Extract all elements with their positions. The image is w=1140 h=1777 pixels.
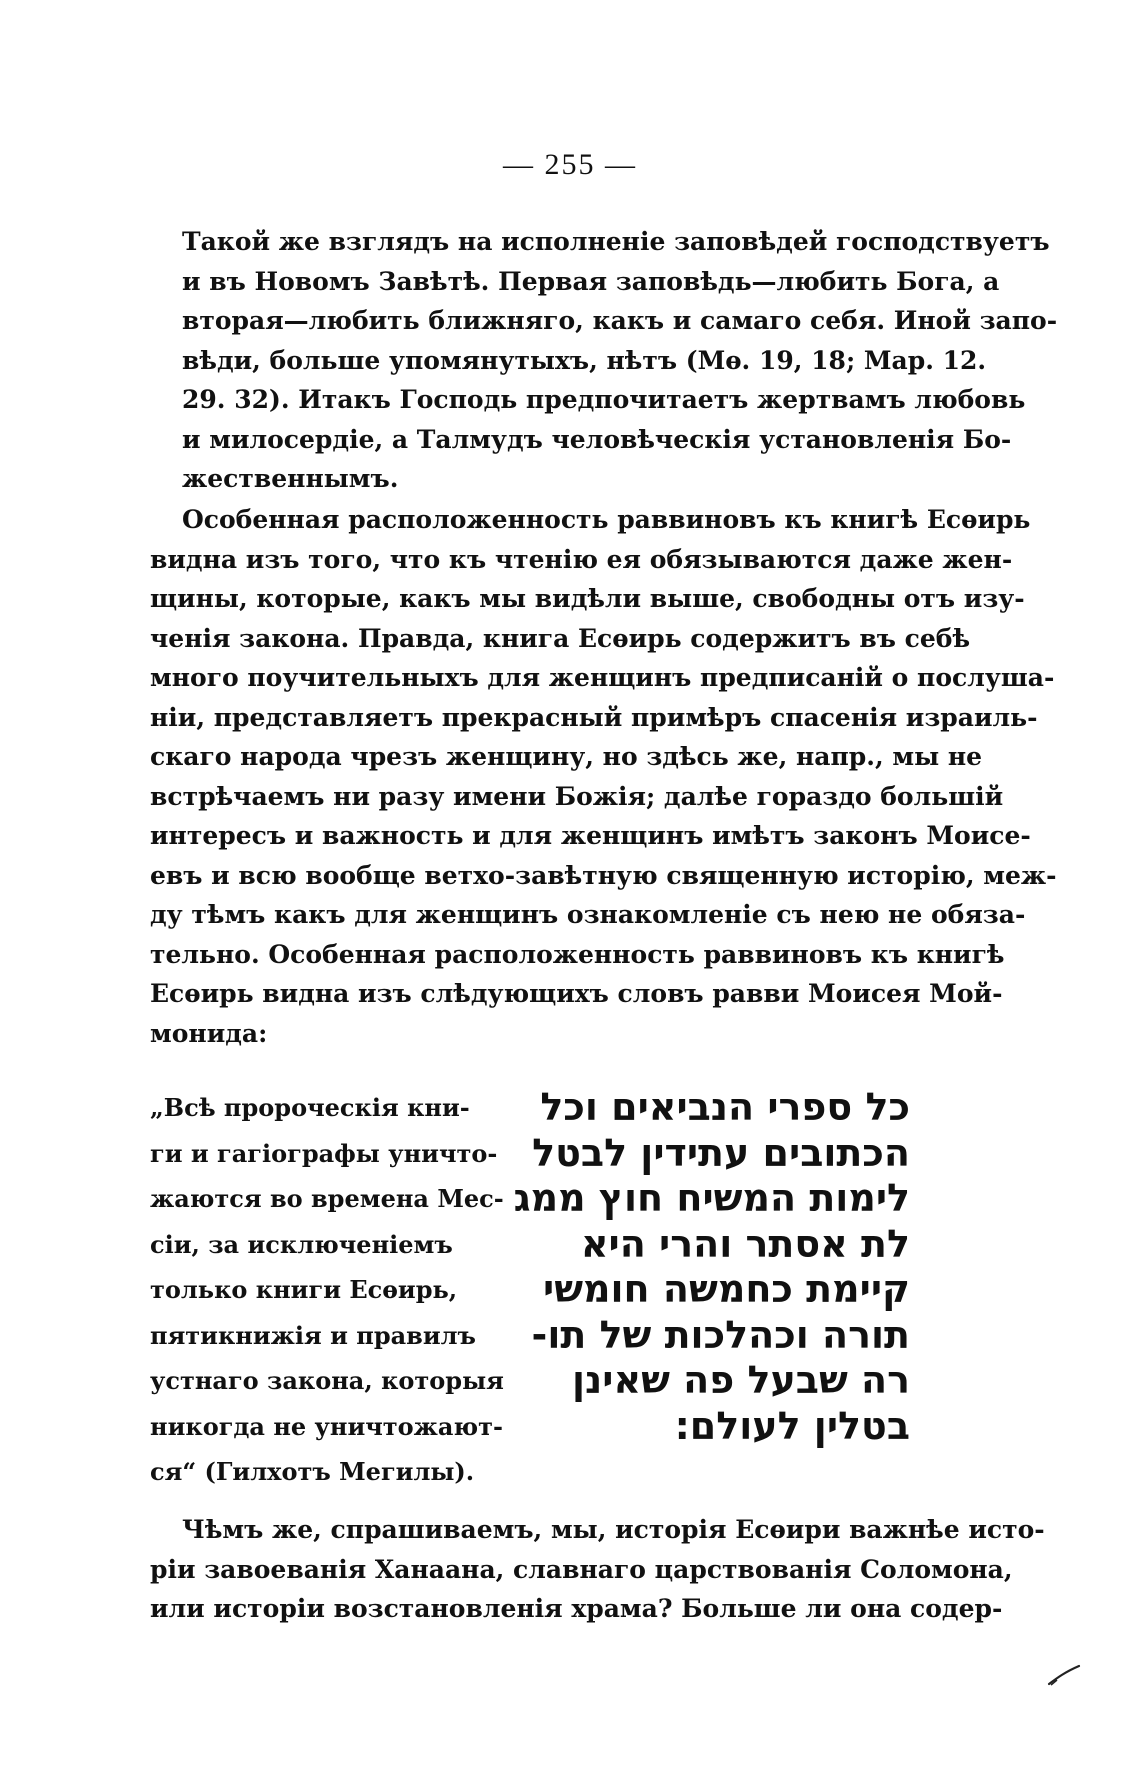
text-line: встрѣчаемъ ни разу имени Божія; далѣе гораздо большій — [150, 781, 1004, 811]
text-line: Есѳирь видна изъ слѣдующихъ словъ равви Моисея Мой- — [150, 979, 1003, 1008]
text-line: Особенная расположенность раввиновъ къ книгѣ Есѳирь — [182, 505, 1031, 534]
text-line: Такой же взглядъ на исполненіе заповѣдей господствуетъ — [182, 227, 1050, 256]
text-line: монида: — [150, 1018, 268, 1048]
quote-hebrew — [490, 1085, 910, 1449]
quote-line: ся“ (Гилхотъ Мегилы). — [150, 1457, 475, 1486]
hebrew-line: כל ספרי הנביאים וכל — [540, 1085, 910, 1129]
hebrew-line: תורה וכהלכות של תו- — [531, 1312, 910, 1357]
text-line: и въ Новомъ Завѣтѣ. Первая заповѣдь—любить Бога, а — [182, 266, 1000, 296]
text-line: жественнымъ. — [182, 464, 399, 493]
text-line: видна изъ того, что къ чтенію ея обязываются даже жен- — [150, 544, 1013, 574]
quote-line: „Всѣ пророческія кни- — [150, 1093, 470, 1122]
quote-line: сіи, за исключеніемъ — [150, 1229, 453, 1259]
text-line: ченія закона. Правда, книга Есѳирь содержитъ въ себѣ — [150, 623, 971, 653]
text-line: вторая—любить ближняго, какъ и самаго себя. Иной запо- — [182, 306, 1058, 335]
quote-line: только книги Есѳирь, — [150, 1275, 458, 1304]
hebrew-line: קיימת כחמשה חומשי — [543, 1267, 910, 1311]
text-line: скаго народа чрезъ женщину, но здѣсь же, напр., мы не — [150, 742, 983, 771]
text-line: тельно. Особенная расположенность раввиновъ къ книгѣ — [150, 939, 1005, 969]
text-line: евъ и всю вообще ветхо-завѣтную священную исторію, меж- — [150, 860, 1057, 890]
text-line: ду тѣмъ какъ для женщинъ ознакомленіе съ нею не обяза- — [150, 900, 1026, 929]
text-line: или исторіи возстановленія храма? Больше ли она содер- — [150, 1594, 1003, 1623]
quote-line: пятикнижія и правилъ — [150, 1320, 476, 1350]
page-number: — 255 — — [503, 148, 637, 181]
hebrew-line: הכתובים עתידין לבטל — [532, 1130, 910, 1175]
text-line: интересъ и важность и для женщинъ имѣтъ законъ Моисе- — [150, 821, 1031, 850]
pen-mark-icon — [1045, 1660, 1085, 1690]
quote-line: ги и гагіографы уничто- — [150, 1138, 498, 1168]
text-line: Чѣмъ же, спрашиваемъ, мы, исторія Есѳири важнѣе исто- — [182, 1515, 1045, 1544]
text-line: и милосердіе, а Талмудъ человѣческія установленія Бо- — [182, 424, 1012, 454]
paragraph-2 — [150, 500, 1057, 1053]
text-line: щины, которые, какъ мы видѣли выше, свободны отъ изу- — [150, 584, 1025, 613]
quote-line: никогда не уничтожают- — [150, 1411, 503, 1441]
paragraph-3 — [150, 1510, 1045, 1629]
text-line: ріи завоеванія Ханаана, славнаго царствованія Соломона, — [150, 1554, 1013, 1584]
text-line: ніи, представляетъ прекрасный примѣръ спасенія израиль- — [150, 702, 1038, 732]
maimonides-quote — [150, 1085, 910, 1495]
text-line: 29. 32). Итакъ Господь предпочитаетъ жертвамъ любовь — [182, 385, 1026, 414]
quote-russian — [150, 1085, 504, 1495]
hebrew-line: לימות המשיח חוץ ממג — [513, 1176, 910, 1220]
hebrew-line: רה שבעל פה שאינן — [572, 1358, 910, 1402]
hebrew-line: בטלין לעולם: — [674, 1403, 910, 1448]
text-line: много поучительныхъ для женщинъ предписаній о послуша- — [150, 663, 1055, 692]
paragraph-1 — [150, 222, 1058, 499]
hebrew-line: לת אסתר והרי היא — [580, 1221, 910, 1266]
quote-line: устнаго закона, которыя — [150, 1366, 504, 1395]
quote-line: жаются во времена Мес- — [150, 1184, 504, 1213]
text-line: вѣди, больше упомянутыхъ, нѣтъ (Мѳ. 19, 18; Мар. 12. — [182, 345, 987, 375]
